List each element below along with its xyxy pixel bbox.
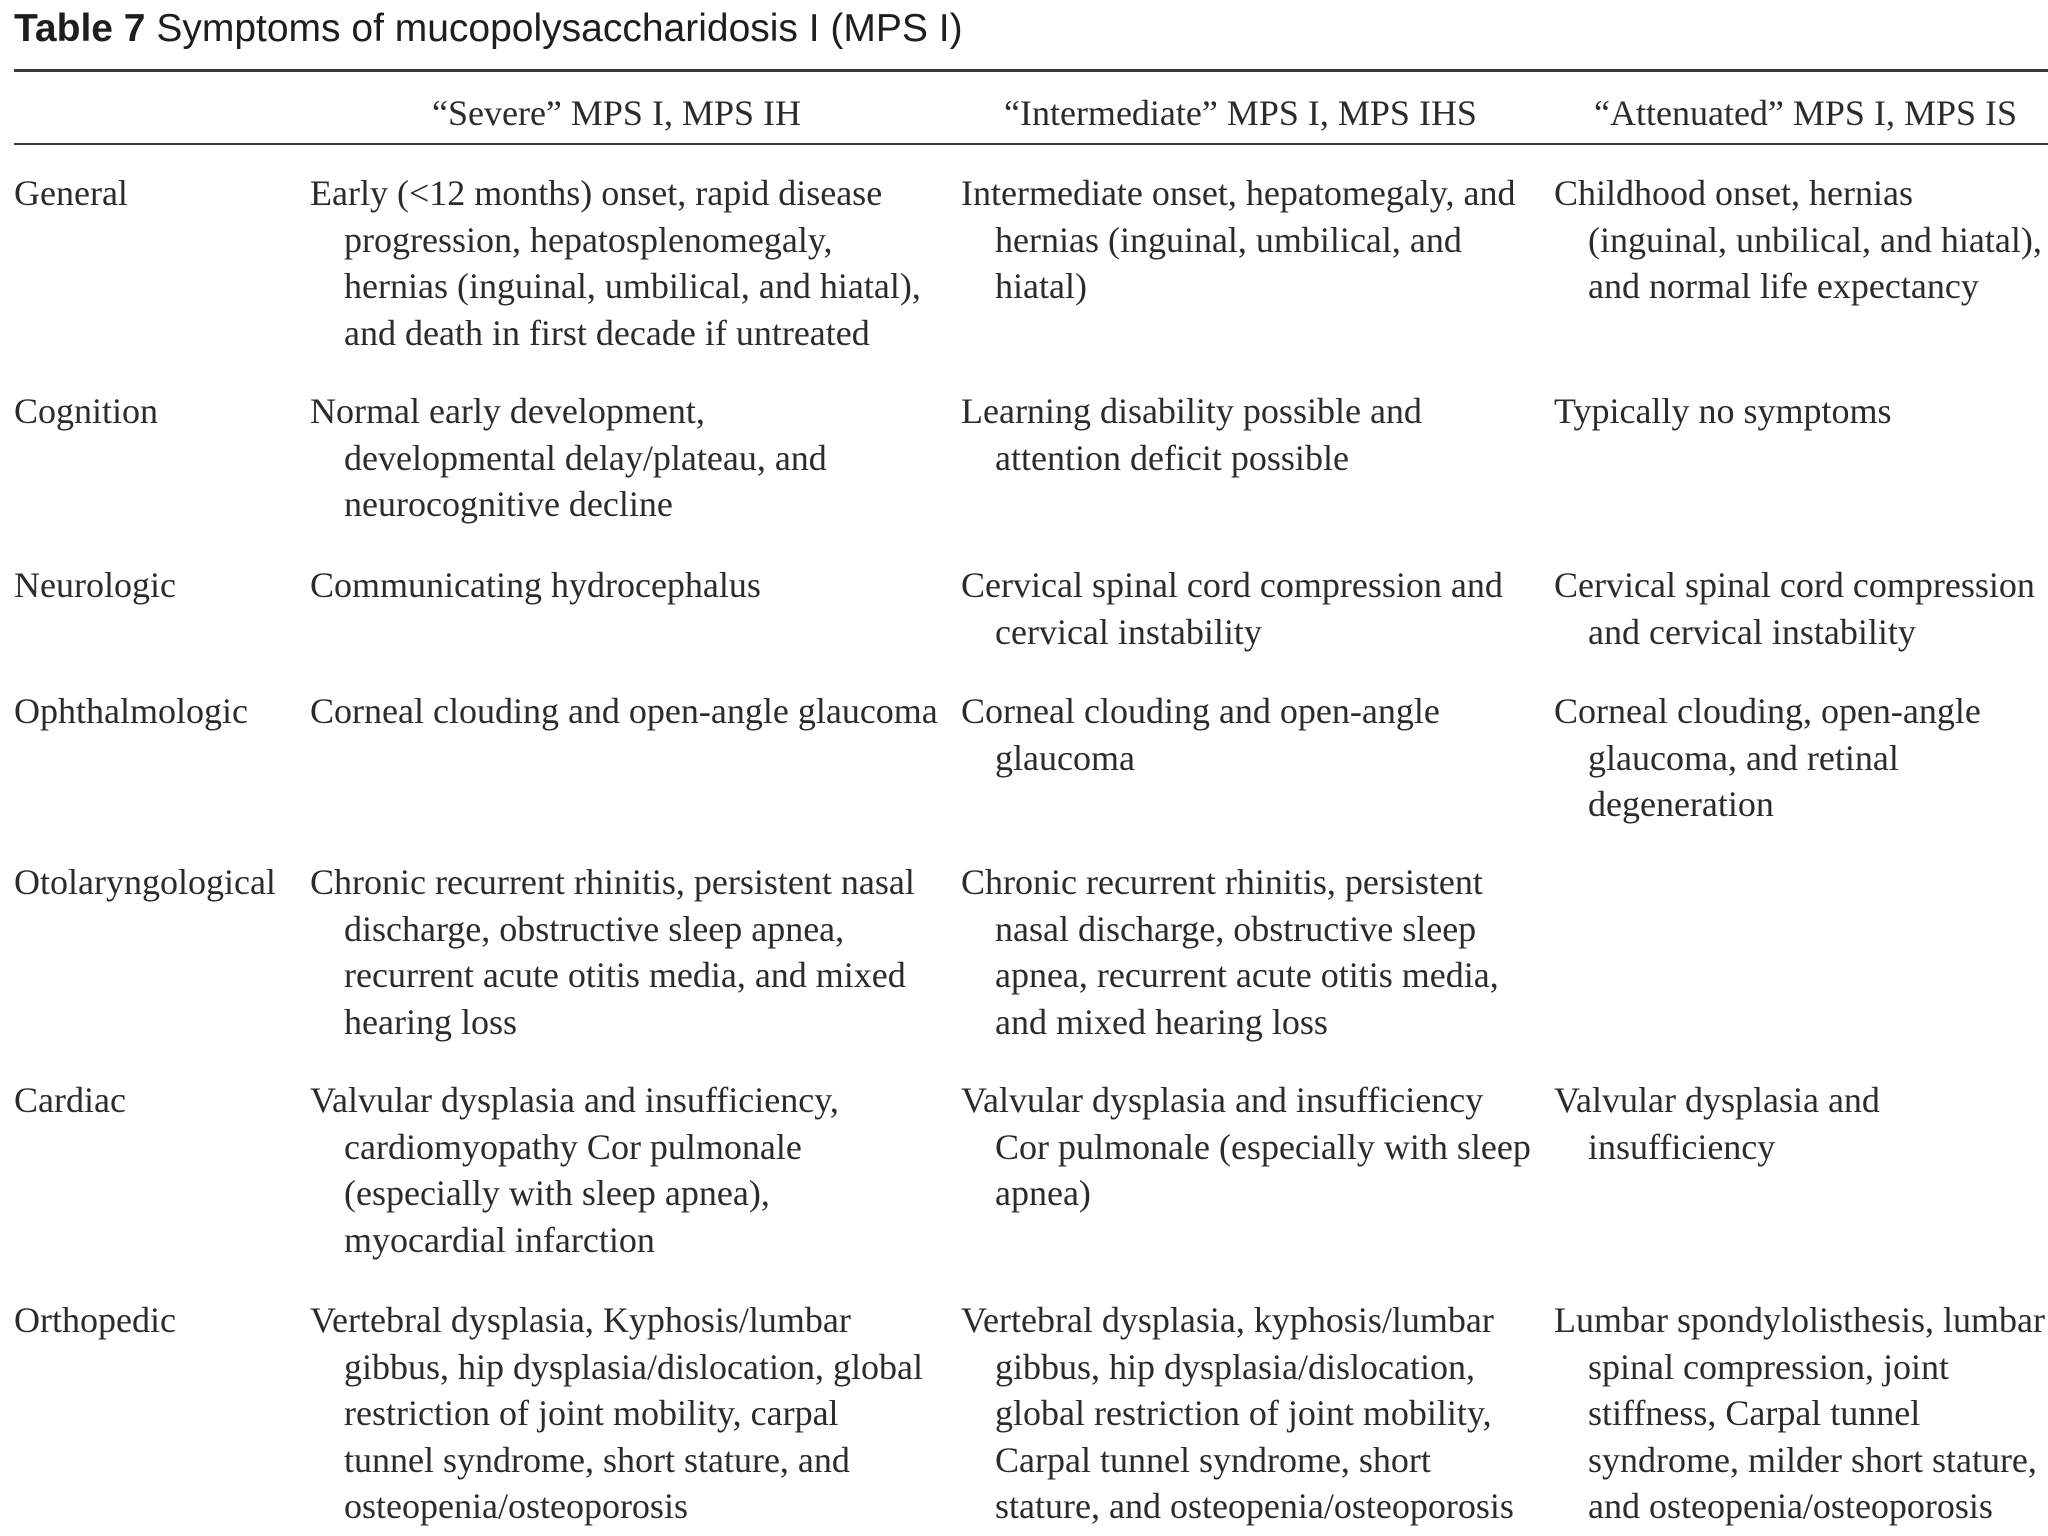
cell-orthopedic-severe: Vertebral dysplasia, Kyphosis/lumbar gibbus, hip dysplasia/dislocation, global restriction of joint mobility, carpal tunnel syndrome, short stature, and osteopenia/osteoporosis [310, 1300, 923, 1526]
row-label-general: General [14, 173, 128, 213]
cell-ophthalmologic-severe: Corneal clouding and open-angle glaucoma [310, 691, 938, 731]
row-label-orthopedic: Orthopedic [14, 1300, 176, 1340]
cell-otolaryngological-intermediate: Chronic recurrent rhinitis, persistent nasal discharge, obstructive sleep apnea, recurrent acute otitis media, and mixed hearing loss [961, 862, 1499, 1042]
cell-general-intermediate: Intermediate onset, hepatomegaly, and hernias (inguinal, umbilical, and hiatal) [961, 173, 1516, 306]
cell-ophthalmologic-attenuated: Corneal clouding, open-angle glaucoma, and retinal degeneration [1554, 691, 1981, 824]
cell-neurologic-intermediate: Cervical spinal cord compression and cervical instability [961, 565, 1503, 652]
cell-neurologic-severe: Communicating hydrocephalus [310, 565, 761, 605]
cell-otolaryngological-severe: Chronic recurrent rhinitis, persistent nasal discharge, obstructive sleep apnea, recurrent acute otitis media, and mixed hearing loss [310, 862, 915, 1042]
table-caption-text: Symptoms of mucopolysaccharidosis I (MPS I) [156, 7, 963, 50]
row-label-otolaryngological: Otolaryngological [14, 862, 276, 902]
cell-cognition-intermediate: Learning disability possible and attention deficit possible [961, 391, 1422, 478]
cell-ophthalmologic-intermediate: Corneal clouding and open-angle glaucoma [961, 691, 1440, 778]
row-label-ophthalmologic: Ophthalmologic [14, 691, 248, 731]
column-header-severe: “Severe” MPS I, MPS IH [432, 93, 801, 133]
cell-neurologic-attenuated: Cervical spinal cord compression and cervical instability [1554, 565, 2035, 652]
cell-orthopedic-attenuated: Lumbar spondylolisthesis, lumbar spinal compression, joint stiffness, Carpal tunnel syndrome, milder short stature, and osteopenia/osteoporosis [1554, 1300, 2045, 1526]
cell-cognition-attenuated: Typically no symptoms [1554, 391, 1892, 431]
column-header-intermediate: “Intermediate” MPS I, MPS IHS [1004, 93, 1477, 133]
column-header-attenuated: “Attenuated” MPS I, MPS IS [1594, 93, 2017, 133]
cell-cardiac-attenuated: Valvular dysplasia and insufficiency [1554, 1080, 1880, 1167]
cell-cardiac-severe: Valvular dysplasia and insufficiency, cardiomyopathy Cor pulmonale (especially with sleep apnea), myocardial infarction [310, 1080, 839, 1260]
cell-general-severe: Early (<12 months) onset, rapid disease progression, hepatosplenomegaly, hernias (inguinal, umbilical, and hiatal), and death in first decade if untreated [310, 173, 921, 353]
cell-general-attenuated: Childhood onset, hernias (inguinal, unbilical, and hiatal), and normal life expectancy [1554, 173, 2042, 306]
cell-cardiac-intermediate: Valvular dysplasia and insufficiency Cor pulmonale (especially with sleep apnea) [961, 1080, 1531, 1213]
cell-cognition-severe: Normal early development, developmental delay/plateau, and neurocognitive decline [310, 391, 827, 524]
table-caption-label: Table 7 [14, 7, 146, 50]
row-label-neurologic: Neurologic [14, 565, 176, 605]
row-label-cognition: Cognition [14, 391, 159, 431]
row-label-cardiac: Cardiac [14, 1080, 126, 1120]
cell-orthopedic-intermediate: Vertebral dysplasia, kyphosis/lumbar gibbus, hip dysplasia/dislocation, global restriction of joint mobility, Carpal tunnel syndrome, short stature, and osteopenia/osteoporosis [961, 1300, 1514, 1526]
